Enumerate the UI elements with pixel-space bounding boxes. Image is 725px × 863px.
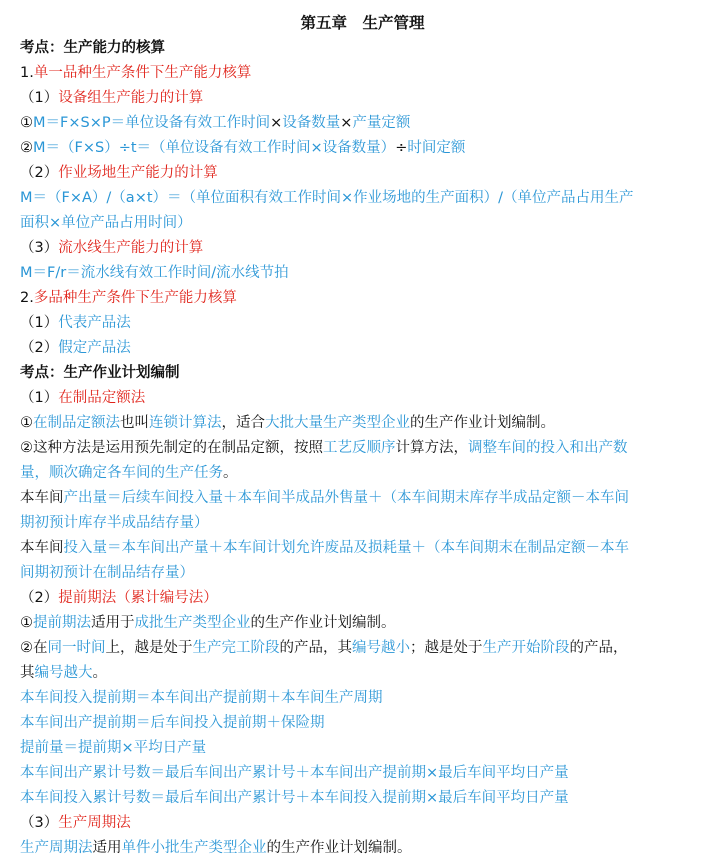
subsection-number: （1）: [20, 315, 59, 331]
highlight-term: 大批大量生产类型企业: [265, 415, 410, 431]
plain-text: 的生产作业计划编制。: [410, 415, 555, 431]
plain-text: 。: [223, 465, 238, 481]
subsection-title: 流水线生产能力的计算: [58, 240, 204, 256]
plain-text: 上，越是处于: [105, 640, 193, 656]
highlight-term: 编号越大: [34, 665, 93, 681]
subsection-heading-2-1: [20, 311, 705, 336]
formula-part: 期初预计库存半成品结存量）: [20, 515, 209, 531]
highlight-term: 成批生产类型企业: [134, 615, 251, 631]
formula-assembly-line: M＝F/r＝流水线有效工作时间/流水线节拍: [20, 265, 289, 281]
section-heading-2: [20, 286, 705, 311]
circled-number: ②: [20, 140, 33, 156]
section-title: 单一品种生产条件下生产能力核算: [33, 65, 252, 81]
method-2-point-1: [20, 611, 705, 636]
formula-input-quantity: [20, 536, 705, 586]
highlight-term: 编号越小: [352, 640, 410, 656]
formula-workplace-line-1: M＝（F×A）/（a×t）＝（单位面积有效工作时间×作业场地的生产面积）/（单位产品占用生产: [20, 190, 634, 206]
method-heading-3: [20, 811, 705, 836]
plain-text: 本车间: [20, 490, 64, 506]
plain-text: 这种方法是运用预先制定的在制品定额，按照: [33, 440, 323, 456]
formula-output-cumulative-number: 本车间出产累计号数＝最后车间出产累计号＋本车间出产提前期×最后车间平均日产量: [20, 765, 569, 781]
formula-lead-quantity: 提前量＝提前期×平均日产量: [20, 740, 207, 756]
section-heading-1: [20, 61, 705, 86]
formula-part: M＝F×S×P＝单位设备有效工作时间: [33, 115, 271, 131]
formula-part: 投入量＝本车间出产量＋本车间计划允许废品及损耗量＋（本车间期末在制品定额－本车: [63, 540, 629, 556]
plain-text: ；越是处于: [410, 640, 483, 656]
formula-input-lead-time: 本车间投入提前期＝本车间出产提前期＋本车间生产周期: [20, 690, 383, 706]
method-title: 提前期法（累计编号法）: [58, 590, 218, 606]
highlight-term: 生产周期法: [20, 840, 93, 856]
subsection-title: 代表产品法: [58, 315, 131, 331]
formula-part: 产量定额: [352, 115, 411, 131]
circled-number: ①: [20, 615, 33, 631]
key-point-heading-1: 考点：生产能力的核算: [20, 40, 165, 56]
plain-text: 的生产作业计划编制。: [250, 615, 396, 631]
operator: ×: [340, 115, 353, 131]
subsection-heading-1-2: [20, 161, 705, 186]
subsection-number: （2）: [20, 340, 59, 356]
formula-part: 时间定额: [407, 140, 466, 156]
subsection-title: 假定产品法: [58, 340, 131, 356]
formula-equipment-2: [20, 136, 705, 161]
formula-workplace-line-2: 面积×单位产品占用时间）: [20, 215, 192, 231]
page-title: 第五章 生产管理: [300, 14, 425, 32]
circled-number: ②: [20, 640, 33, 656]
method-heading-1: [20, 386, 705, 411]
highlight-term: 单件小批生产类型企业: [121, 840, 267, 856]
operator: ×: [270, 115, 283, 131]
highlight-term: 生产开始阶段: [482, 640, 570, 656]
plain-text: 的产品，其: [279, 640, 352, 656]
highlight-term: 工艺反顺序: [323, 440, 396, 456]
formula-part: 设备数量: [282, 115, 341, 131]
highlight-term: 在制品定额法: [33, 415, 120, 431]
formula-equipment-1: [20, 111, 705, 136]
method-2-point-2: [20, 636, 705, 686]
method-heading-2: [20, 586, 705, 611]
circled-number: ①: [20, 415, 33, 431]
highlight-term: 量，顺次确定各车间的生产任务: [20, 465, 223, 481]
method-3-point-1: [20, 836, 705, 861]
subsection-title: 作业场地生产能力的计算: [58, 165, 218, 181]
key-point-heading-2: 考点：生产作业计划编制: [20, 365, 180, 381]
subsection-number: （3）: [20, 240, 59, 256]
subsection-number: （1）: [20, 90, 59, 106]
subsection-heading-1-1: [20, 86, 705, 111]
formula-part: 间期初预计在制品结存量）: [20, 565, 194, 581]
formula-output-lead-time: 本车间出产提前期＝后车间投入提前期＋保险期: [20, 715, 325, 731]
plain-text: 适用于: [91, 615, 135, 631]
formula-input-cumulative-number: 本车间投入累计号数＝最后车间出产累计号＋本车间投入提前期×最后车间平均日产量: [20, 790, 569, 806]
plain-text: 在: [33, 640, 48, 656]
subsection-heading-2-2: [20, 336, 705, 361]
method-1-point-1: [20, 411, 705, 436]
section-title: 多品种生产条件下生产能力核算: [33, 290, 237, 306]
subsection-heading-1-3: [20, 236, 705, 261]
highlight-term: 同一时间: [47, 640, 106, 656]
section-number: 2.: [20, 290, 34, 306]
operator: ÷: [395, 140, 408, 156]
circled-number: ①: [20, 115, 33, 131]
subsection-number: （2）: [20, 165, 59, 181]
method-number: （1）: [20, 390, 59, 406]
plain-text: 本车间: [20, 540, 64, 556]
plain-text: ，适合: [221, 415, 265, 431]
method-1-point-2: [20, 436, 705, 486]
highlight-term: 连锁计算法: [149, 415, 222, 431]
plain-text: 其: [20, 665, 35, 681]
formula-part: M＝（F×S）÷t＝（单位设备有效工作时间×设备数量）: [33, 140, 396, 156]
plain-text: 适用: [92, 840, 122, 856]
plain-text: 的生产作业计划编制。: [266, 840, 412, 856]
circled-number: ②: [20, 440, 33, 456]
formula-part: 产出量＝后续车间投入量＋本车间半成品外售量＋（本车间期末库存半成品定额－本车间: [63, 490, 629, 506]
plain-text: 也叫: [120, 415, 149, 431]
method-title: 生产周期法: [58, 815, 131, 831]
subsection-title: 设备组生产能力的计算: [58, 90, 204, 106]
plain-text: 的产品，: [569, 640, 628, 656]
highlight-term: 生产完工阶段: [192, 640, 280, 656]
highlight-term: 调整车间的投入和出产数: [468, 440, 628, 456]
highlight-term: 提前期法: [33, 615, 91, 631]
method-title: 在制品定额法: [58, 390, 146, 406]
formula-output-quantity: [20, 486, 705, 536]
section-number: 1.: [20, 65, 34, 81]
method-number: （3）: [20, 815, 59, 831]
method-number: （2）: [20, 590, 59, 606]
plain-text: 。: [92, 665, 107, 681]
plain-text: 计算方法，: [395, 440, 468, 456]
